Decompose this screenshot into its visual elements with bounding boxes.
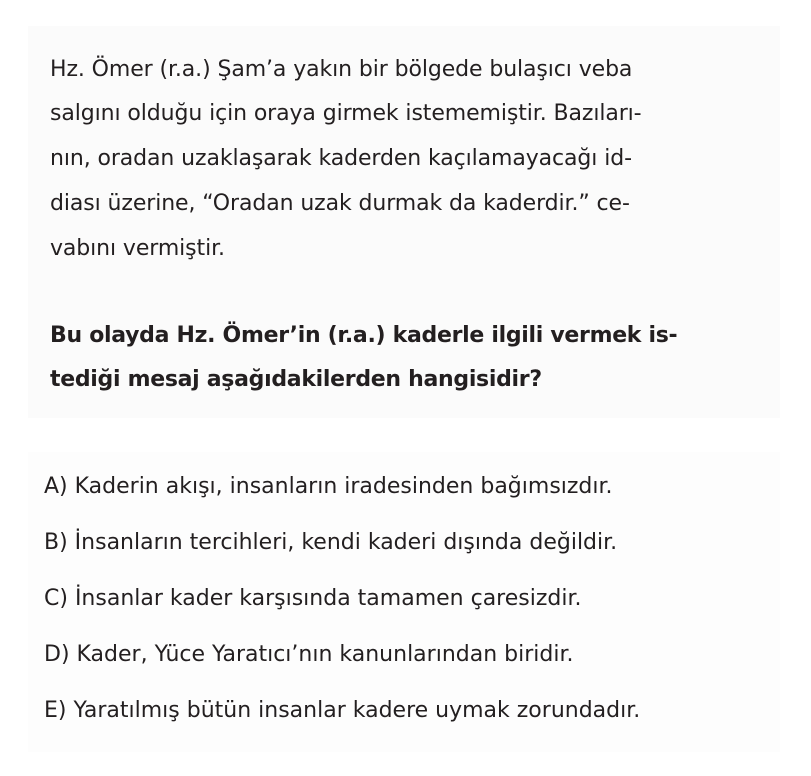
option-e[interactable]: E) Yaratılmış bütün insanlar kadere uymak zorundadır. <box>44 698 641 723</box>
passage-line: salgını olduğu için oraya girmek istememiştir. Bazıları- <box>50 101 642 126</box>
option-a[interactable]: A) Kaderin akışı, insanların iradesinden bağımsızdır. <box>44 474 613 499</box>
passage-line: diası üzerine, “Oradan uzak durmak da kaderdir.” ce- <box>50 191 630 216</box>
passage-line: Hz. Ömer (r.a.) Şam’a yakın bir bölgede bulaşıcı veba <box>50 57 633 82</box>
question-line: Bu olayda Hz. Ömer’in (r.a.) kaderle ilgili vermek is- <box>50 323 678 348</box>
passage-line: vabını vermiştir. <box>50 236 225 261</box>
option-b[interactable]: B) İnsanların tercihleri, kendi kaderi dışında değildir. <box>44 530 618 555</box>
question-stem-panel <box>28 26 780 418</box>
option-c[interactable]: C) İnsanlar kader karşısında tamamen çaresizdir. <box>44 586 582 611</box>
option-d[interactable]: D) Kader, Yüce Yaratıcı’nın kanunlarından biridir. <box>44 642 574 667</box>
passage-line: nın, oradan uzaklaşarak kaderden kaçılamayacağı id- <box>50 146 632 171</box>
question-line: tediği mesaj aşağıdakilerden hangisidir? <box>50 367 542 392</box>
